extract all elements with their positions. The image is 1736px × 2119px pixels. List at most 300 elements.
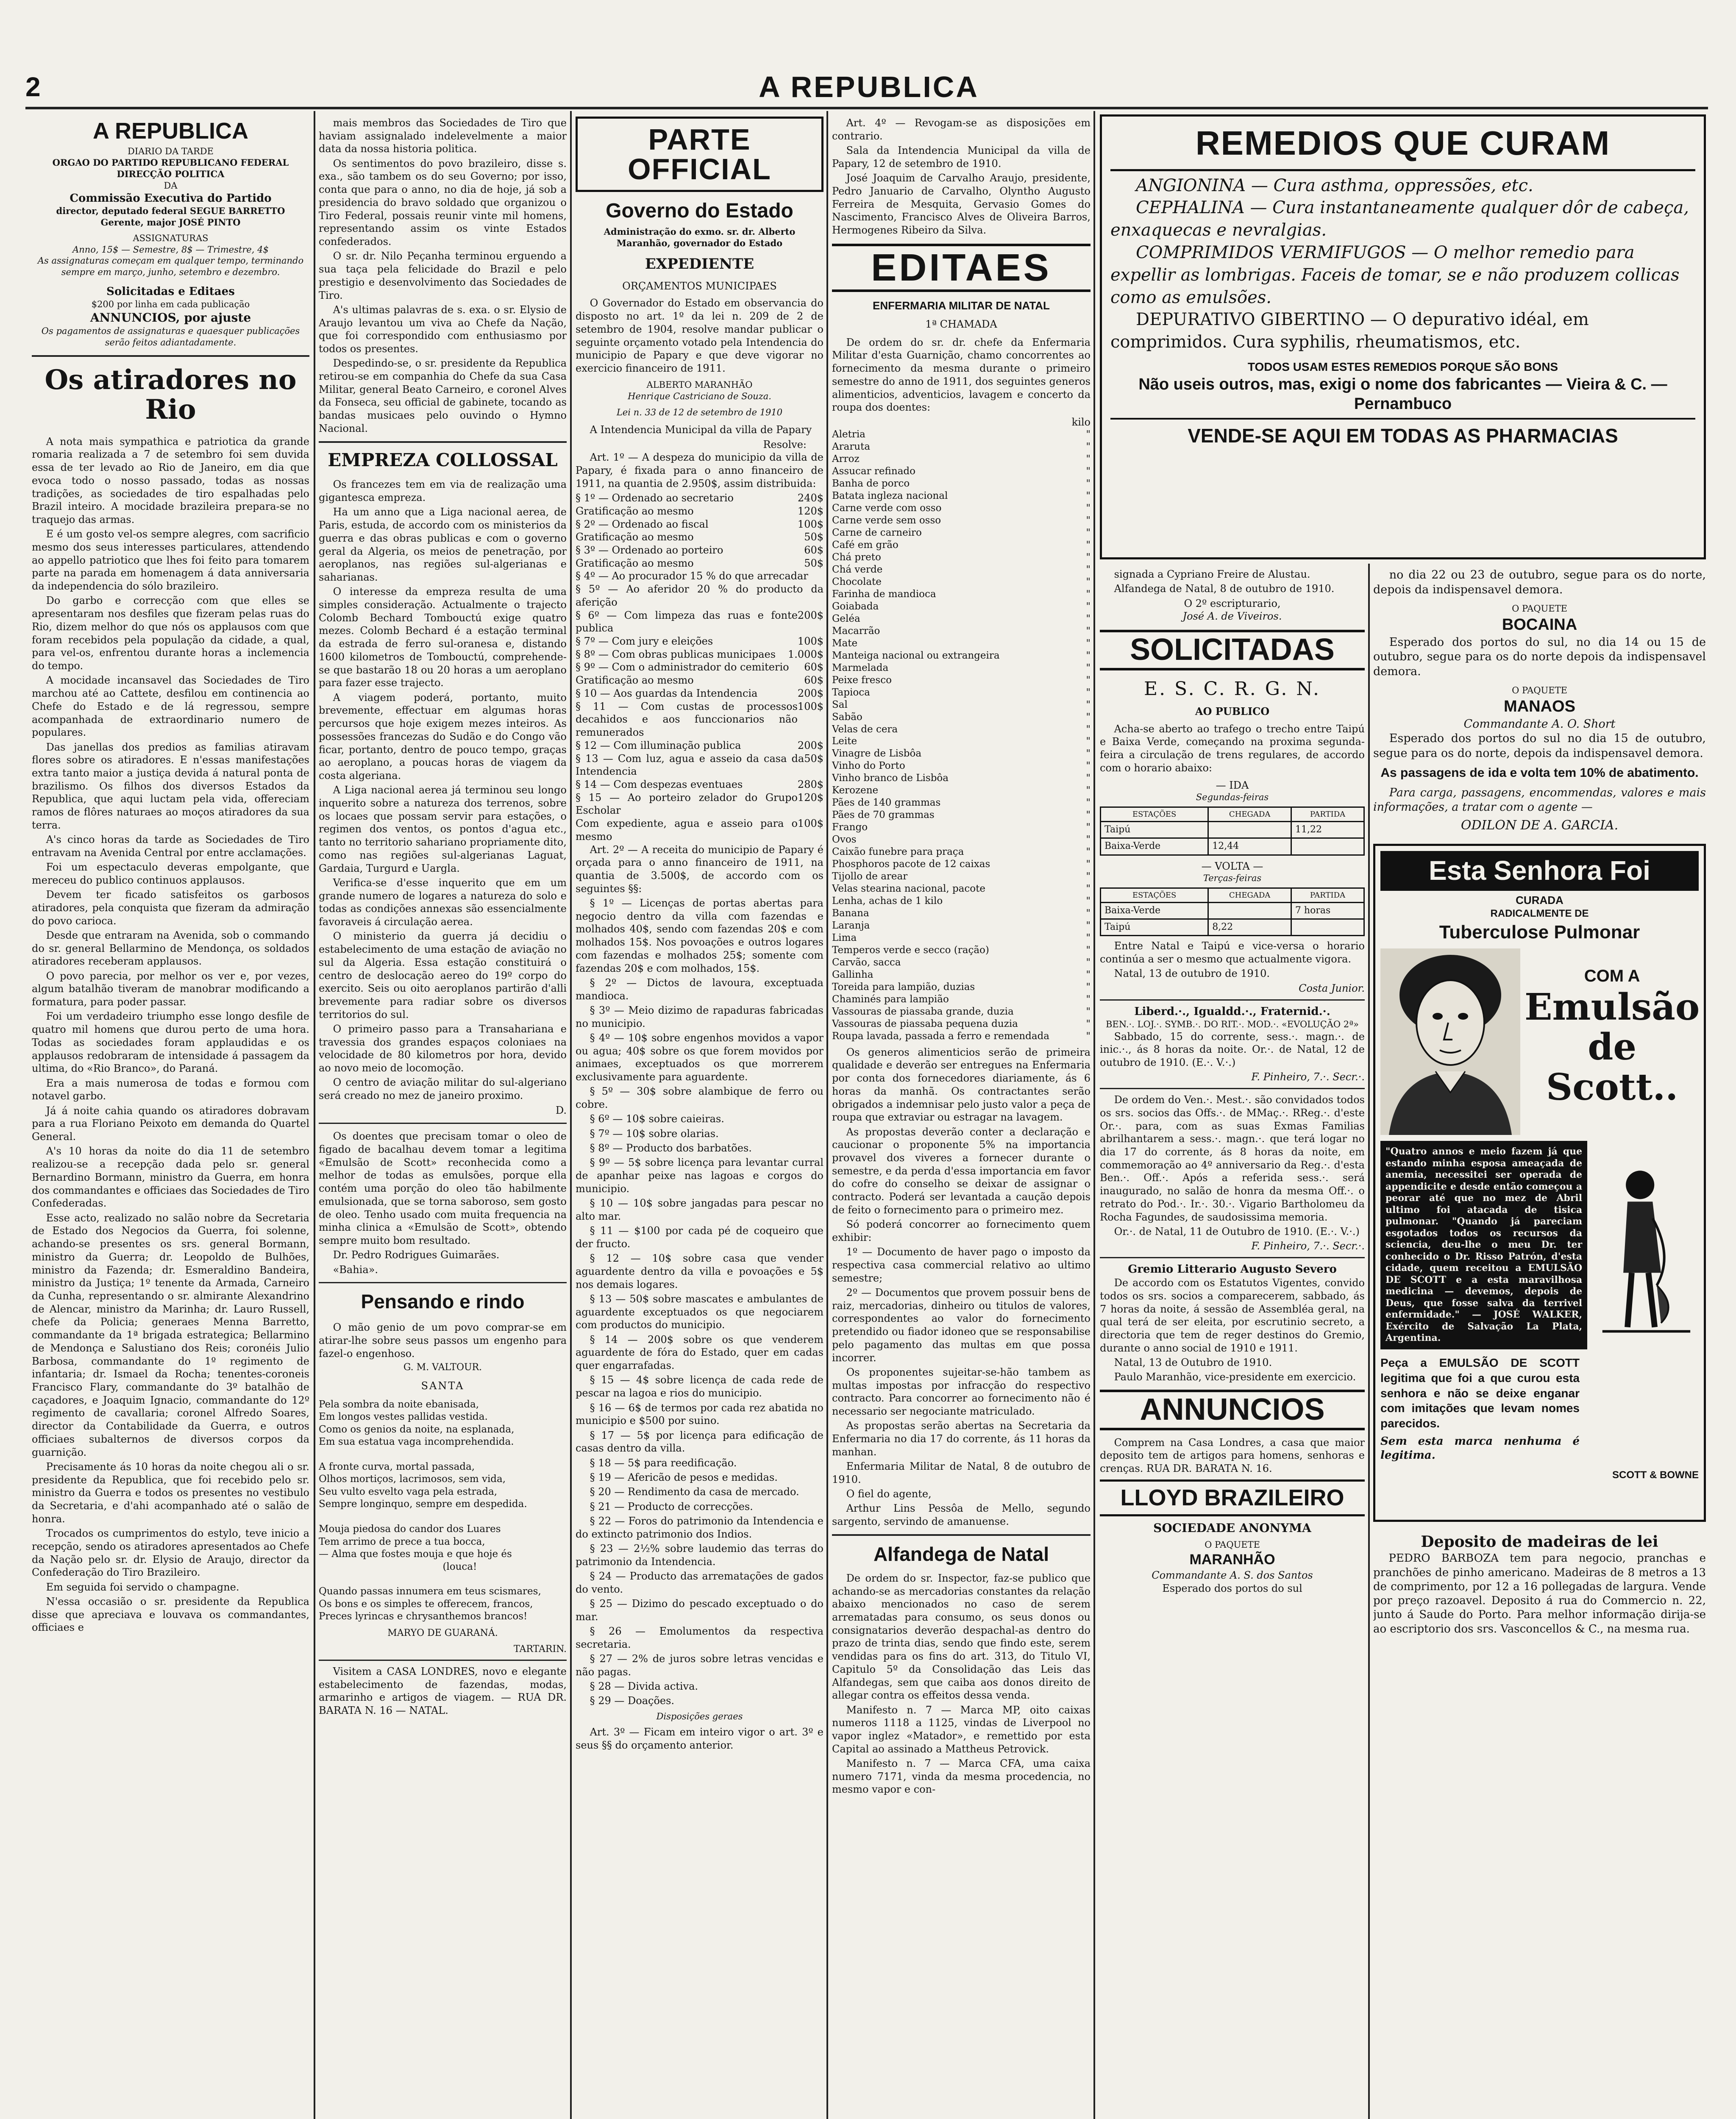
masthead-sub1: DIARIO DA TARDE xyxy=(128,146,214,157)
masthead-annuncios: ANNUNCIOS, por ajuste xyxy=(90,311,251,325)
enfermaria-paragraph: Só poderá concorrer ao fornecimento quem exhibir: xyxy=(832,1218,1091,1243)
scott-sem-esta: Sem esta marca nenhuma é legitima. xyxy=(1380,1435,1580,1462)
scott-letter-paragraph: Os doentes que precisam tomar o oleo de figado de bacalhau devem tomar a legitima «Emulsão de Scott» reconhecida como a melhor de todas as emulsões, porque ella contém uma porção do oleo tão habilmente emulsionada, que se torna saboroso, sem gosto de oleo. Tenho usado com muita frequencia na minha clinica a «Emulsão de Scott», obtendo sempre muito bom resultado. xyxy=(319,1130,567,1246)
scott-letter xyxy=(319,1130,567,1276)
receita-paragraph: § 13 — 50$ sobre mascates e ambulantes de aguardente exceptuados os que negociarem com productos do municipio. xyxy=(576,1293,823,1331)
genero-label: Carne de carneiro xyxy=(832,527,922,539)
genero-label: Macarrão xyxy=(832,625,880,637)
despesa-value: 100$ xyxy=(797,700,823,712)
ordem-signature: F. Pinheiro, 7.·. Secr.·. xyxy=(1251,1240,1365,1252)
paquete-label-maranhao: O PAQUETE xyxy=(1205,1539,1260,1550)
enfermaria-paragraph: O fiel do agente, xyxy=(846,1488,932,1500)
empreza-paragraph: O centro de aviação militar do sul-algeriano será creado no mez de janeiro proximo. xyxy=(319,1076,567,1102)
table-row xyxy=(1101,838,1364,855)
atiradores-paragraph: N'essa occasião o sr. presidente da Republica disse que apreciava e louvava os commandantes, officiaes e xyxy=(32,1595,309,1634)
volta-label: — VOLTA — xyxy=(1201,860,1263,872)
table-cell: 12,44 xyxy=(1208,838,1291,855)
genero-ditto: " xyxy=(1086,859,1091,870)
receita-paragraph: § 11 — $100 por cada pé de coqueiro que der fructo. xyxy=(576,1225,823,1250)
despesa-label: § 5º — Ao aferidor 20 % do producto da aferição xyxy=(576,583,823,608)
genero-label: Kerozene xyxy=(832,785,879,796)
genero-ditto: " xyxy=(1086,969,1091,980)
genero-label: Temperos verde e secco (ração) xyxy=(832,944,989,956)
despesa-item xyxy=(576,661,823,674)
genero-label: Araruta xyxy=(832,441,871,453)
receita-paragraph: § 20 — Rendimento da casa de mercado. xyxy=(590,1486,799,1498)
genero-ditto: " xyxy=(1086,760,1091,772)
poem-line: Quando passas innumera em teus scismares, xyxy=(319,1586,541,1597)
atiradores-paragraph: A's cinco horas da tarde as Sociedades de Tiro entravam na Avenida Central por entre acclamações. xyxy=(32,834,309,859)
despesa-label: § 1º — Ordenado ao secretario xyxy=(576,492,734,504)
genero-label: Marmelada xyxy=(832,662,889,673)
genero-item xyxy=(832,920,1091,932)
genero-label: Goiabada xyxy=(832,601,879,612)
genero-item xyxy=(832,527,1091,539)
genero-item xyxy=(832,428,1091,441)
column-5a xyxy=(1100,568,1365,2119)
table-cell xyxy=(1291,919,1364,936)
enfermaria-paragraph: Os generos alimenticios serão de primeira qualidade e deverão ser entregues na Enfermaria por conta dos fornecedores diariamente, ás 6 horas da manhã. Os contractantes serão obrigados a indemnisar pelo justo valor a peça de roupa que extraviar ou estragar na lavagem. xyxy=(832,1046,1091,1123)
genero-label: Banha de porco xyxy=(832,478,910,489)
despesa-item xyxy=(576,674,823,687)
genero-ditto: " xyxy=(1086,920,1091,932)
empreza-paragraph: O primeiro passo para a Transahariana e travessia dos grandes espaços coloniaes na velocidade de 80 kilometros por hora, devido ao novo meio de locomoção. xyxy=(319,1023,567,1074)
genero-label: Peixe fresco xyxy=(832,674,892,686)
column-5b xyxy=(1373,568,1706,2119)
genero-label: Geléa xyxy=(832,613,860,624)
table-cell: Baixa-Verde xyxy=(1101,838,1208,855)
genero-item xyxy=(832,613,1091,625)
scott-curada: CURADA xyxy=(1516,894,1564,907)
despesa-item xyxy=(576,700,823,739)
receita-paragraph: § 22 — Foros do patrimonio da Intendencia e do extincto patrimonio dos Indios. xyxy=(576,1515,823,1540)
table-cell xyxy=(1208,822,1291,838)
genero-ditto: " xyxy=(1086,834,1091,845)
kilo-label: kilo xyxy=(1071,416,1091,428)
genero-label: Tijollo de arear xyxy=(832,871,908,882)
solicitadas-title: SOLICITADAS xyxy=(1130,633,1335,667)
table-header-cell: PARTIDA xyxy=(1291,807,1364,822)
scott-letter-paragraph: Dr. Pedro Rodrigues Guimarães. xyxy=(333,1249,500,1261)
genero-item xyxy=(832,907,1091,920)
trem-date: Natal, 13 de outubro de 1910. xyxy=(1114,968,1270,980)
atiradores-paragraph: Precisamente ás 10 horas da noite chegou ali o sr. presidente da Republica, que foi recebido pelo sr. ministro da Guerra e todos os presentes no vestibulo da Secretaria, e d'ahi acompanhado até o salão de honra. xyxy=(32,1460,309,1525)
genero-ditto: " xyxy=(1086,453,1091,465)
receita-paragraph: § 28 — Divida activa. xyxy=(590,1680,698,1693)
column-1 xyxy=(32,117,309,2119)
genero-ditto: " xyxy=(1086,527,1091,539)
lib-body: Sabbado, 15 do corrente, sess.·. magn.·. de inic.·., ás 8 horas da noite. Or.·. de Natal, 12 de outubro de 1910. (E.·. V.·.) xyxy=(1100,1030,1365,1069)
genero-label: Tapioca xyxy=(832,687,870,698)
despesa-label: § 7º — Com jury e eleições xyxy=(576,635,713,648)
genero-label: Chá preto xyxy=(832,551,881,563)
atiradores-paragraph: Foi um espectaculo deveras empolgante, que mereceu do publico continuos applausos. xyxy=(32,861,309,886)
despesa-item xyxy=(576,557,823,570)
atiradores-paragraph: Já á noite cahia quando os atiradores dobravam para a rua Floriano Peixoto em demanda do Quartel General. xyxy=(32,1104,309,1143)
empreza-article xyxy=(319,478,567,1102)
despesa-item xyxy=(576,544,823,557)
passagens-note: As passagens de ida e volta tem 10% de abatimento. xyxy=(1380,766,1699,780)
genero-ditto: " xyxy=(1086,871,1091,882)
ida-table xyxy=(1100,806,1365,855)
receita-paragraph: § 4º — 10$ sobre engenhos movidos a vapor ou agua; 40$ sobre os que forem movidos por animaes, exceptuados os que morrerem exclusivamente para aguardente. xyxy=(576,1032,823,1083)
genero-item xyxy=(832,760,1091,772)
genero-label: Sabão xyxy=(832,711,862,723)
scott-testimonial: "Quatro annos e meio fazem já que estando minha esposa ameaçada de anemia, necessitei ser operada de appendicite e desde então começou a peorar até que no mez de Abril ultimo foi atacada de tisica pulmonar. "Quando já pareciam esgotados todos os recursos da sciencia, deu-lhe o meu Dr. ter conhecido o Dr. Risso Patrón, d'esta cidade, quem receitou a EMULSÃO DE SCOTT e a esta maravilhosa medicina — devemos, depois de Deus, que fosse salva da terrivel enfermidade." — JOSÉ WALKER, Exército de Salvação La Plata, Argentina. xyxy=(1380,1141,1587,1349)
receita-paragraph: § 18 — 5$ para reedificação. xyxy=(590,1457,737,1469)
despesa-item xyxy=(576,817,823,843)
masthead-sub5: Commissão Executiva do Partido xyxy=(70,192,272,205)
genero-label: Chocolate xyxy=(832,576,882,587)
poem-line: Tem arrimo de prece a tua bocca, xyxy=(319,1536,485,1547)
despesa-item xyxy=(576,752,823,778)
enfermaria-title: ENFERMARIA MILITAR DE NATAL xyxy=(873,299,1050,312)
alfandega-date: Alfandega de Natal, 8 de outubro de 1910. xyxy=(1114,583,1335,595)
paquete-label-manaos: O PAQUETE xyxy=(1512,685,1567,696)
genero-item xyxy=(832,564,1091,576)
gremio-date: Natal, 13 de Outubro de 1910. xyxy=(1114,1357,1272,1369)
genero-item xyxy=(832,735,1091,748)
receita-paragraph: § 8º — Producto dos barbatões. xyxy=(590,1142,752,1154)
genero-ditto: " xyxy=(1086,466,1091,477)
scott-radical: RADICALMENTE DE xyxy=(1490,908,1589,920)
receita-paragraph: § 26 — Emolumentos da respectiva secretaria. xyxy=(576,1625,823,1650)
genero-label: Chá verde xyxy=(832,564,883,575)
genero-item xyxy=(832,601,1091,613)
despesa-value: 100$ xyxy=(797,518,823,530)
solicitadas-box xyxy=(1100,630,1365,670)
genero-label: Phosphoros pacote de 12 caixas xyxy=(832,859,990,870)
receita-list xyxy=(576,843,823,1708)
scott-fisherman-logo-icon xyxy=(1594,1146,1699,1349)
atiradores-paragraph: Das janellas dos predios as familias atiravam flores sobre os atiradores. E n'essas manifestações extra tanto maior a justiça devida á natural ponta de brazilismo. Os filhos dos diversos Estados da Republica, que aqui luctam pela vida, offereciam ramos de flôres naturaes ao moços atiradores da sua terra. xyxy=(32,741,309,831)
receita-paragraph: § 25 — Dizimo do pescado exceptuado o do mar. xyxy=(576,1597,823,1623)
gremio-title: Gremio Litterario Augusto Severo xyxy=(1128,1263,1337,1276)
lib-sub: BEN.·. LOJ.·. SYMB.·. DO RIT.·. MOD.·. «EVOLUÇÃO 2ª» xyxy=(1106,1019,1359,1029)
genero-item xyxy=(832,1006,1091,1018)
sala-intendencia: Sala da Intendencia Municipal da villa de Papary, 12 de setembro de 1910. xyxy=(832,145,1091,170)
atiradores-paragraph: E é um gosto vel-os sempre alegres, com sacrificio mesmo dos seus interesses particulares, attendendo ao appello patriotico que lhes foi feito para tomarem parte na parada em homenagem á data anniversaria da independencia do sólo brazileiro. xyxy=(32,528,309,592)
genero-ditto: " xyxy=(1086,699,1091,710)
despesa-label: Gratificação ao mesmo xyxy=(576,557,694,569)
poem-line: Em longos vestes pallidas vestida. xyxy=(319,1411,488,1423)
column-3 xyxy=(576,117,823,2119)
scott-emulsao: Emulsão xyxy=(1525,985,1700,1029)
genero-label: Assucar refinado xyxy=(832,466,915,477)
annuncios-title: ANNUNCIOS xyxy=(1140,1393,1325,1427)
poem-line xyxy=(319,1573,567,1585)
genero-item xyxy=(832,957,1091,969)
genero-item xyxy=(832,711,1091,723)
governo-admin: Administração do exmo. sr. dr. Alberto Maranhão, governador do Estado xyxy=(604,226,796,249)
table-header-cell: ESTAÇÕES xyxy=(1101,807,1208,822)
genero-label: Velas stearina nacional, pacote xyxy=(832,883,985,895)
receita-paragraph: § 9º — 5$ sobre licença para levantar curral de apanhar peixe nas lagoas e corgos do municipio. xyxy=(576,1157,823,1195)
genero-item xyxy=(832,1018,1091,1030)
despesa-value: 50$ xyxy=(804,557,823,569)
genero-label: Pães de 140 grammas xyxy=(832,797,941,809)
despesa-value: 60$ xyxy=(804,674,823,687)
receita-paragraph: § 29 — Doações. xyxy=(590,1695,675,1707)
genero-ditto: " xyxy=(1086,625,1091,637)
genero-ditto: " xyxy=(1086,773,1091,784)
receita-paragraph: § 14 — 200$ sobre os que venderem aguardente de fóra do Estado, quer em cadas quer engarrafadas. xyxy=(576,1333,823,1372)
genero-item xyxy=(832,784,1091,797)
remedios-ad xyxy=(1100,114,1706,559)
editaes-title: EDITAES xyxy=(871,246,1052,289)
lib-title: Liberd.·., Igualdd.·., Fraternid.·. xyxy=(1134,1005,1330,1018)
empreza-paragraph: Verifica-se d'esse inquerito que em um grande numero de logares a natureza do solo e todas as condições annexas são essencialmente favoraveis á circulação aerea. xyxy=(319,876,567,928)
genero-label: Arroz xyxy=(832,453,860,465)
receita-paragraph: § 7º — 10$ sobre olarias. xyxy=(590,1127,719,1140)
despesa-value: 120$ xyxy=(797,791,823,804)
poem-line: A fronte curva, mortal passada, xyxy=(319,1461,475,1472)
lloyd-title: LLOYD BRAZILEIRO xyxy=(1100,1479,1365,1516)
receita-paragraph: § 5º — 30$ sobre alambique de ferro ou cobre. xyxy=(576,1085,823,1111)
genero-item xyxy=(832,637,1091,650)
genero-label: Leite xyxy=(832,736,857,747)
scott-maker: SCOTT & BOWNE xyxy=(1612,1469,1699,1481)
alfandega-cont: signada a Cypriano Freire de Alustau. xyxy=(1114,568,1310,580)
genero-ditto: " xyxy=(1086,478,1091,489)
genero-ditto: " xyxy=(1086,662,1091,673)
genero-item xyxy=(832,932,1091,944)
scott-emulsion-ad xyxy=(1373,844,1706,1522)
genero-ditto: " xyxy=(1086,551,1091,563)
atiradores-paragraph: Era a mais numerosa de todas e formou com notavel garbo. xyxy=(32,1077,309,1102)
genero-ditto: " xyxy=(1086,1006,1091,1017)
table-row xyxy=(1101,903,1364,919)
genero-item xyxy=(832,478,1091,490)
table-header-cell: CHEGADA xyxy=(1208,888,1291,903)
ida-label: — IDA xyxy=(1216,779,1249,791)
despesa-label: § 6º — Com limpeza das ruas e fonte publica xyxy=(576,609,798,634)
genero-ditto: " xyxy=(1086,588,1091,600)
genero-item xyxy=(832,441,1091,453)
atiradores-paragraph: Em seguida foi servido o champagne. xyxy=(46,1581,239,1593)
despesa-value: 60$ xyxy=(804,544,823,556)
despesa-item xyxy=(576,505,823,518)
genero-ditto: " xyxy=(1086,674,1091,686)
genero-ditto: " xyxy=(1086,687,1091,698)
genero-label: Carne verde sem osso xyxy=(832,515,941,526)
paquete-label-bocaina: O PAQUETE xyxy=(1512,603,1567,614)
atiradores-article xyxy=(32,435,309,1634)
genero-ditto: " xyxy=(1086,932,1091,943)
genero-label: Chaminés para lampião xyxy=(832,993,949,1005)
receita-paragraph: § 16 — 6$ de termos por cada rez abatida no municipio e $500 por suino. xyxy=(576,1402,823,1427)
despesa-item xyxy=(576,687,823,700)
table-row xyxy=(1101,919,1364,936)
poem-line: Seu vulto esvelto vaga pela estrada, xyxy=(319,1486,498,1497)
genero-item xyxy=(832,981,1091,993)
receita-paragraph: § 1º — Licenças de portas abertas para negocio dentro da villa com fazendas e molhados 40$, sendo com fazendas 20$ e com molhados 15$. Nos povoações e outros logares com fazendas e molhados 25$; somente com fazendas 20$ e com molhados, 15$. xyxy=(576,897,823,974)
genero-label: Aletria xyxy=(832,429,865,440)
poem-line: Olhos mortiços, lacrimosos, sem vida, xyxy=(319,1474,506,1485)
genero-item xyxy=(832,846,1091,858)
poem-line: Em sua estatua vaga incomprehendida. xyxy=(319,1436,514,1448)
genero-label: Vassouras de piassaba pequena duzia xyxy=(832,1018,1018,1029)
atiradores-paragraph: Devem ter ficado satisfeitos os garbosos atiradores, pela conquista que fizeram da admiração do povo carioca. xyxy=(32,889,309,927)
genero-label: Carvão, sacca xyxy=(832,957,901,968)
table-header-cell: CHEGADA xyxy=(1208,807,1291,822)
woman-portrait-image xyxy=(1380,948,1520,1135)
remedios-todos: TODOS USAM ESTES REMEDIOS PORQUE SÃO BONS xyxy=(1247,360,1558,373)
despesa-item xyxy=(576,570,823,583)
expediente-title: EXPEDIENTE xyxy=(645,256,754,273)
genero-item xyxy=(832,687,1091,699)
editaes-box xyxy=(832,244,1091,292)
table-cell: Taipú xyxy=(1101,919,1208,936)
receita-paragraph: § 21 — Producto de correcções. xyxy=(590,1500,753,1513)
genero-label: Ovos xyxy=(832,834,857,845)
genero-item xyxy=(832,699,1091,711)
generos-list xyxy=(832,428,1091,1042)
pensando-signature: G. M. VALTOUR. xyxy=(403,1362,482,1373)
table-row xyxy=(1101,822,1364,838)
chamada-label: 1ª CHAMADA xyxy=(925,318,997,330)
despesa-value: 50$ xyxy=(804,531,823,543)
genero-label: Batata ingleza nacional xyxy=(832,490,948,502)
despesa-label: § 12 — Com illuminação publica xyxy=(576,739,741,751)
despesa-item xyxy=(576,778,823,791)
genero-label: Café em grão xyxy=(832,539,899,551)
gremio-body: De accordo com os Estatutos Vigentes, convido todos os srs. socios a comparecerem, sabbado, ás 7 horas da noite, á sessão de Assembléa geral, na qual terá de ser eleita, por escrutinio secreto, a directoria que tem de reger destinos do Gremio, durante o anno social de 1910 e 1911. xyxy=(1100,1277,1365,1354)
masthead-pay-note: Os pagamentos de assignaturas e quaesquer publicações serão feitos adiantadamente. xyxy=(41,326,300,348)
genero-ditto: " xyxy=(1086,723,1091,735)
despesa-label: § 15 — Ao porteiro zelador do Grupo Escholar xyxy=(576,791,798,817)
despesa-label: § 2º — Ordenado ao fiscal xyxy=(576,518,709,530)
genero-label: Farinha de mandioca xyxy=(832,588,936,600)
lloyd-sociedade: SOCIEDADE ANONYMA xyxy=(1153,1521,1311,1535)
genero-item xyxy=(832,588,1091,601)
maranhao-commandante: Commandante A. S. dos Santos xyxy=(1152,1569,1313,1582)
genero-label: Vinho do Porto xyxy=(832,760,905,772)
poem-line xyxy=(319,1511,567,1523)
poem-line: Os bons e os simples te offerecem, francos, xyxy=(319,1598,533,1610)
genero-ditto: " xyxy=(1086,895,1091,907)
table-header-cell: PARTIDA xyxy=(1291,888,1364,903)
masthead-sub3: DIRECÇÃO POLITICA xyxy=(117,168,225,179)
enfermaria-paragraph: Os proponentes sujeitar-se-hão tambem as multas impostas por infracção do respectivo contracto. Para concorrer ao fornecimento não é necessario ser negociante matriculado. xyxy=(832,1366,1091,1418)
genero-ditto: " xyxy=(1086,957,1091,968)
atiradores-paragraph: O povo parecia, por melhor os ver e, por vezes, algum batalhão tiveram de manobrar modificando a formatura, para poder passar. xyxy=(32,970,309,1008)
genero-label: Lenha, achas de 1 kilo xyxy=(832,895,943,907)
genero-ditto: " xyxy=(1086,785,1091,796)
genero-ditto: " xyxy=(1086,576,1091,587)
genero-item xyxy=(832,502,1091,514)
genero-item xyxy=(832,650,1091,662)
table-cell: 11,22 xyxy=(1291,822,1364,838)
orcamentos-title: ORÇAMENTOS MUNICIPAES xyxy=(622,280,777,292)
enfermaria-paragraph: Enfermaria Militar de Natal, 8 de outubro de 1910. xyxy=(832,1460,1091,1485)
despesa-value: 100$ xyxy=(797,635,823,648)
remedio-depurativo: DEPURATIVO GIBERTINO — O depurativo idéal, em comprimidos. Cura syphilis, rheumatismos, etc. xyxy=(1110,310,1589,352)
scott-de-scott: de Scott.. xyxy=(1546,1026,1678,1109)
alfandega-sig2: José A. de Viveiros. xyxy=(1182,610,1282,623)
orcamento-intro: O Governador do Estado em observancia do disposto no art. 1º da lei n. 209 de 2 de setembro de 1904, resolve mandar publicar o seguinte orçamento votado pela Intendencia do municipio de Papary e que deve vigorar no exercicio financeiro de 1911. xyxy=(576,297,823,375)
poem-line xyxy=(319,1449,567,1461)
enfermaria-paragraph: Arthur Lins Pessôa de Mello, segundo sargento, servindo de amanuense. xyxy=(832,1502,1091,1528)
genero-item xyxy=(832,453,1091,465)
receita-paragraph: § 10 — 10$ sobre jangadas para pescar no alto mar. xyxy=(576,1197,823,1222)
masthead-sub2: ORGAO DO PARTIDO REPUBLICANO FEDERAL xyxy=(52,157,289,168)
genero-ditto: " xyxy=(1086,908,1091,919)
despesa-item xyxy=(576,518,823,531)
despesa-value: 100$ xyxy=(797,818,823,830)
despesa-label: § 14 — Com despezas eventuaes xyxy=(576,778,743,790)
genero-label: Toreida para lampião, duzias xyxy=(832,981,975,993)
publico-body: Acha-se aberto ao trafego o trecho entre Taipú e Baixa Verde, começando na proxima segunda-feira a circulação de trens regulares, de accordo com o horario abaixo: xyxy=(1100,723,1365,774)
atiradores-headline: Os atiradores no Rio xyxy=(45,364,297,426)
scott-com-a: COM A xyxy=(1584,967,1640,986)
remedios-title: REMEDIOS QUE CURAM xyxy=(1110,121,1695,171)
genero-item xyxy=(832,539,1091,551)
genero-label: Velas de cera xyxy=(832,723,898,735)
despesa-label: § 8º — Com obras publicas municipaes xyxy=(576,648,776,660)
empreza-paragraph: Os francezes tem em via de realização uma gigantesca empreza. xyxy=(319,478,567,504)
genero-label: Sal xyxy=(832,699,848,710)
genero-item xyxy=(832,797,1091,809)
enfermaria-intro: De ordem do sr. dr. chefe da Enfermaria Militar d'esta Guarnição, chamo concorrentes ao fornecimento da mesma durante o primeiro semestre do anno de 1911, dos seguintes generos alimenticios, adventicios, lavagem e concerto da roupa dos doentes: xyxy=(832,336,1091,414)
genero-item xyxy=(832,993,1091,1006)
empreza-paragraph: O interesse da empreza resulta de uma simples consideração. Actualmente o trajecto Colomb Bechard Tombouctú exige quatro mezes. Colomb Bechard é a estação terminal da estrada de ferro sul-oranesa e, distando 1600 kilometros de Tombouctú, comprehende-se que bastarão 18 ou 20 horas a um aeroplano para fazer esse trajecto. xyxy=(319,586,567,689)
masthead xyxy=(32,117,309,348)
genero-ditto: " xyxy=(1086,736,1091,747)
genero-item xyxy=(832,870,1091,883)
genero-item xyxy=(832,723,1091,736)
genero-item xyxy=(832,551,1091,564)
atiradores-paragraph: A nota mais sympathica e patriotica da grande romaria realizada a 7 de setembro foi sem duvida essa de ter levado ao Rio de Janeiro, em dia que evoca todo o nosso passado, todas as nossas tradições, as sociedades de tiro espalhadas pelo Brazil inteiro. A mocidade brazileira prepara-se no traquejo das armas. xyxy=(32,435,309,526)
lloyd-cont: no dia 22 ou 23 de outubro, segue para os do norte, depois da indispensavel demora. xyxy=(1373,568,1706,596)
poem-signature: MARYO DE GUARANÁ. xyxy=(387,1627,498,1638)
scott-peca: Peça a EMULSÃO DE SCOTT legitima que foi a que curou esta senhora e não se deixe enganar com imitações que levam nomes parecidos. xyxy=(1380,1356,1580,1430)
despesa-item xyxy=(576,791,823,817)
receita-paragraph: § 12 — 10$ sobre casa que vender aguardente dentro da villa e povoações e 5$ nos demais logares. xyxy=(576,1252,823,1290)
agente-name: ODILON DE A. GARCIA. xyxy=(1461,818,1619,833)
enfermaria-paragraph: As propostas deverão conter a declaração e caucionar o proponente 5% na importancia provavel dos viveres a fornecer durante o semestre, e da perda d'essa importancia em favor do cofre do conselho se deixar de assignar o contracto. Poderá ser levantada a caução depois de feito o fornecimento para o primeiro mez. xyxy=(832,1126,1091,1216)
scott-tuberculose: Tuberculose Pulmonar xyxy=(1439,922,1640,943)
ordem-date: Or.·. de Natal, 11 de Outubro de 1910. (E.·. V.·.) xyxy=(1114,1225,1360,1237)
atiradores-paragraph: Esse acto, realizado no salão nobre da Secretaria de Estado dos Negocios da Guerra, foi solenne, achando-se presentes os srs. general Bormann, ministro da Guerra; dr. Leopoldo de Bulhões, ministro da Fazenda; dr. Esmeraldino Bandeira, ministro da Justiça; 1º tenente da Armada, Carneiro da Cunha, representando o sr. almirante Alexandrino de Alencar, ministro da Marinha; dr. Lauro Russell, chefe da Policia; generaes Menna Barretto, commandante da 1ª brigada estrategica; Bellarmino de Mendonça e Salustiano dos Reis; coronéis Julio Barbosa, commandante do 1º regimento de infantaria; dr. Ismael da Rocha; tenentes-coroneis Francisco Flary, commandante do 3º batalhão de caçadores, e Joaquim Ignacio, commandante do 12º regimento de cavallaria; coronel Alfredo Soares, director da Contabilidade da Guerra, e outros officiaes subalternos de diversos corpos da guarnição. xyxy=(32,1212,309,1458)
paquete-bocaina: BOCAINA xyxy=(1502,615,1577,634)
genero-ditto: " xyxy=(1086,601,1091,612)
genero-item xyxy=(832,1030,1091,1043)
genero-item xyxy=(832,625,1091,637)
genero-ditto: " xyxy=(1086,650,1091,661)
despesa-item xyxy=(576,609,823,635)
masthead-gerente: Gerente, major JOSÉ PINTO xyxy=(100,217,241,228)
genero-ditto: " xyxy=(1086,809,1091,821)
paquete-manaos: MANAOS xyxy=(1504,698,1575,716)
esc-title: E. S. C. R. G. N. xyxy=(1143,678,1321,700)
alfandega-title: Alfandega de Natal xyxy=(873,1543,1049,1565)
despesa-label: § 11 — Com custas de processos decahidos e aos funccionarios não remunerados xyxy=(576,700,798,739)
poem-line: Pela sombra da noite ebanisada, xyxy=(319,1399,479,1410)
atiradores-continuation xyxy=(319,117,567,435)
atiradores-cont-paragraph: O sr. dr. Nilo Peçanha terminou erguendo a sua taça pela felicidade do Brazil e pelo prestigio e desenvolvimento das Sociedades de Tiro. xyxy=(319,250,567,301)
despesa-value: 200$ xyxy=(797,609,823,621)
genero-item xyxy=(832,944,1091,957)
despesa-item xyxy=(576,492,823,505)
genero-label: Lima xyxy=(832,932,857,943)
despesa-label: Gratificação ao mesmo xyxy=(576,531,694,543)
receita-paragraph: § 27 — 2% de juros sobre letras vencidas e não pagas. xyxy=(576,1652,823,1678)
scott-letter-paragraph: «Bahia». xyxy=(333,1263,378,1276)
despesa-value: 1.000$ xyxy=(788,648,823,660)
empreza-paragraph: O ministerio da guerra já decidiu o estabelecimento de uma estação de aviação no sul da Algeria. Essa estação constituirá o centro de deslocação aereo do 19º corpo do exercito. Seis ou oito aeroplanos partirão d'alli brevemente para radiar sobre os diversos territorios do sul. xyxy=(319,930,567,1021)
maranhao-body: Esperado dos portos do sul xyxy=(1162,1582,1302,1594)
